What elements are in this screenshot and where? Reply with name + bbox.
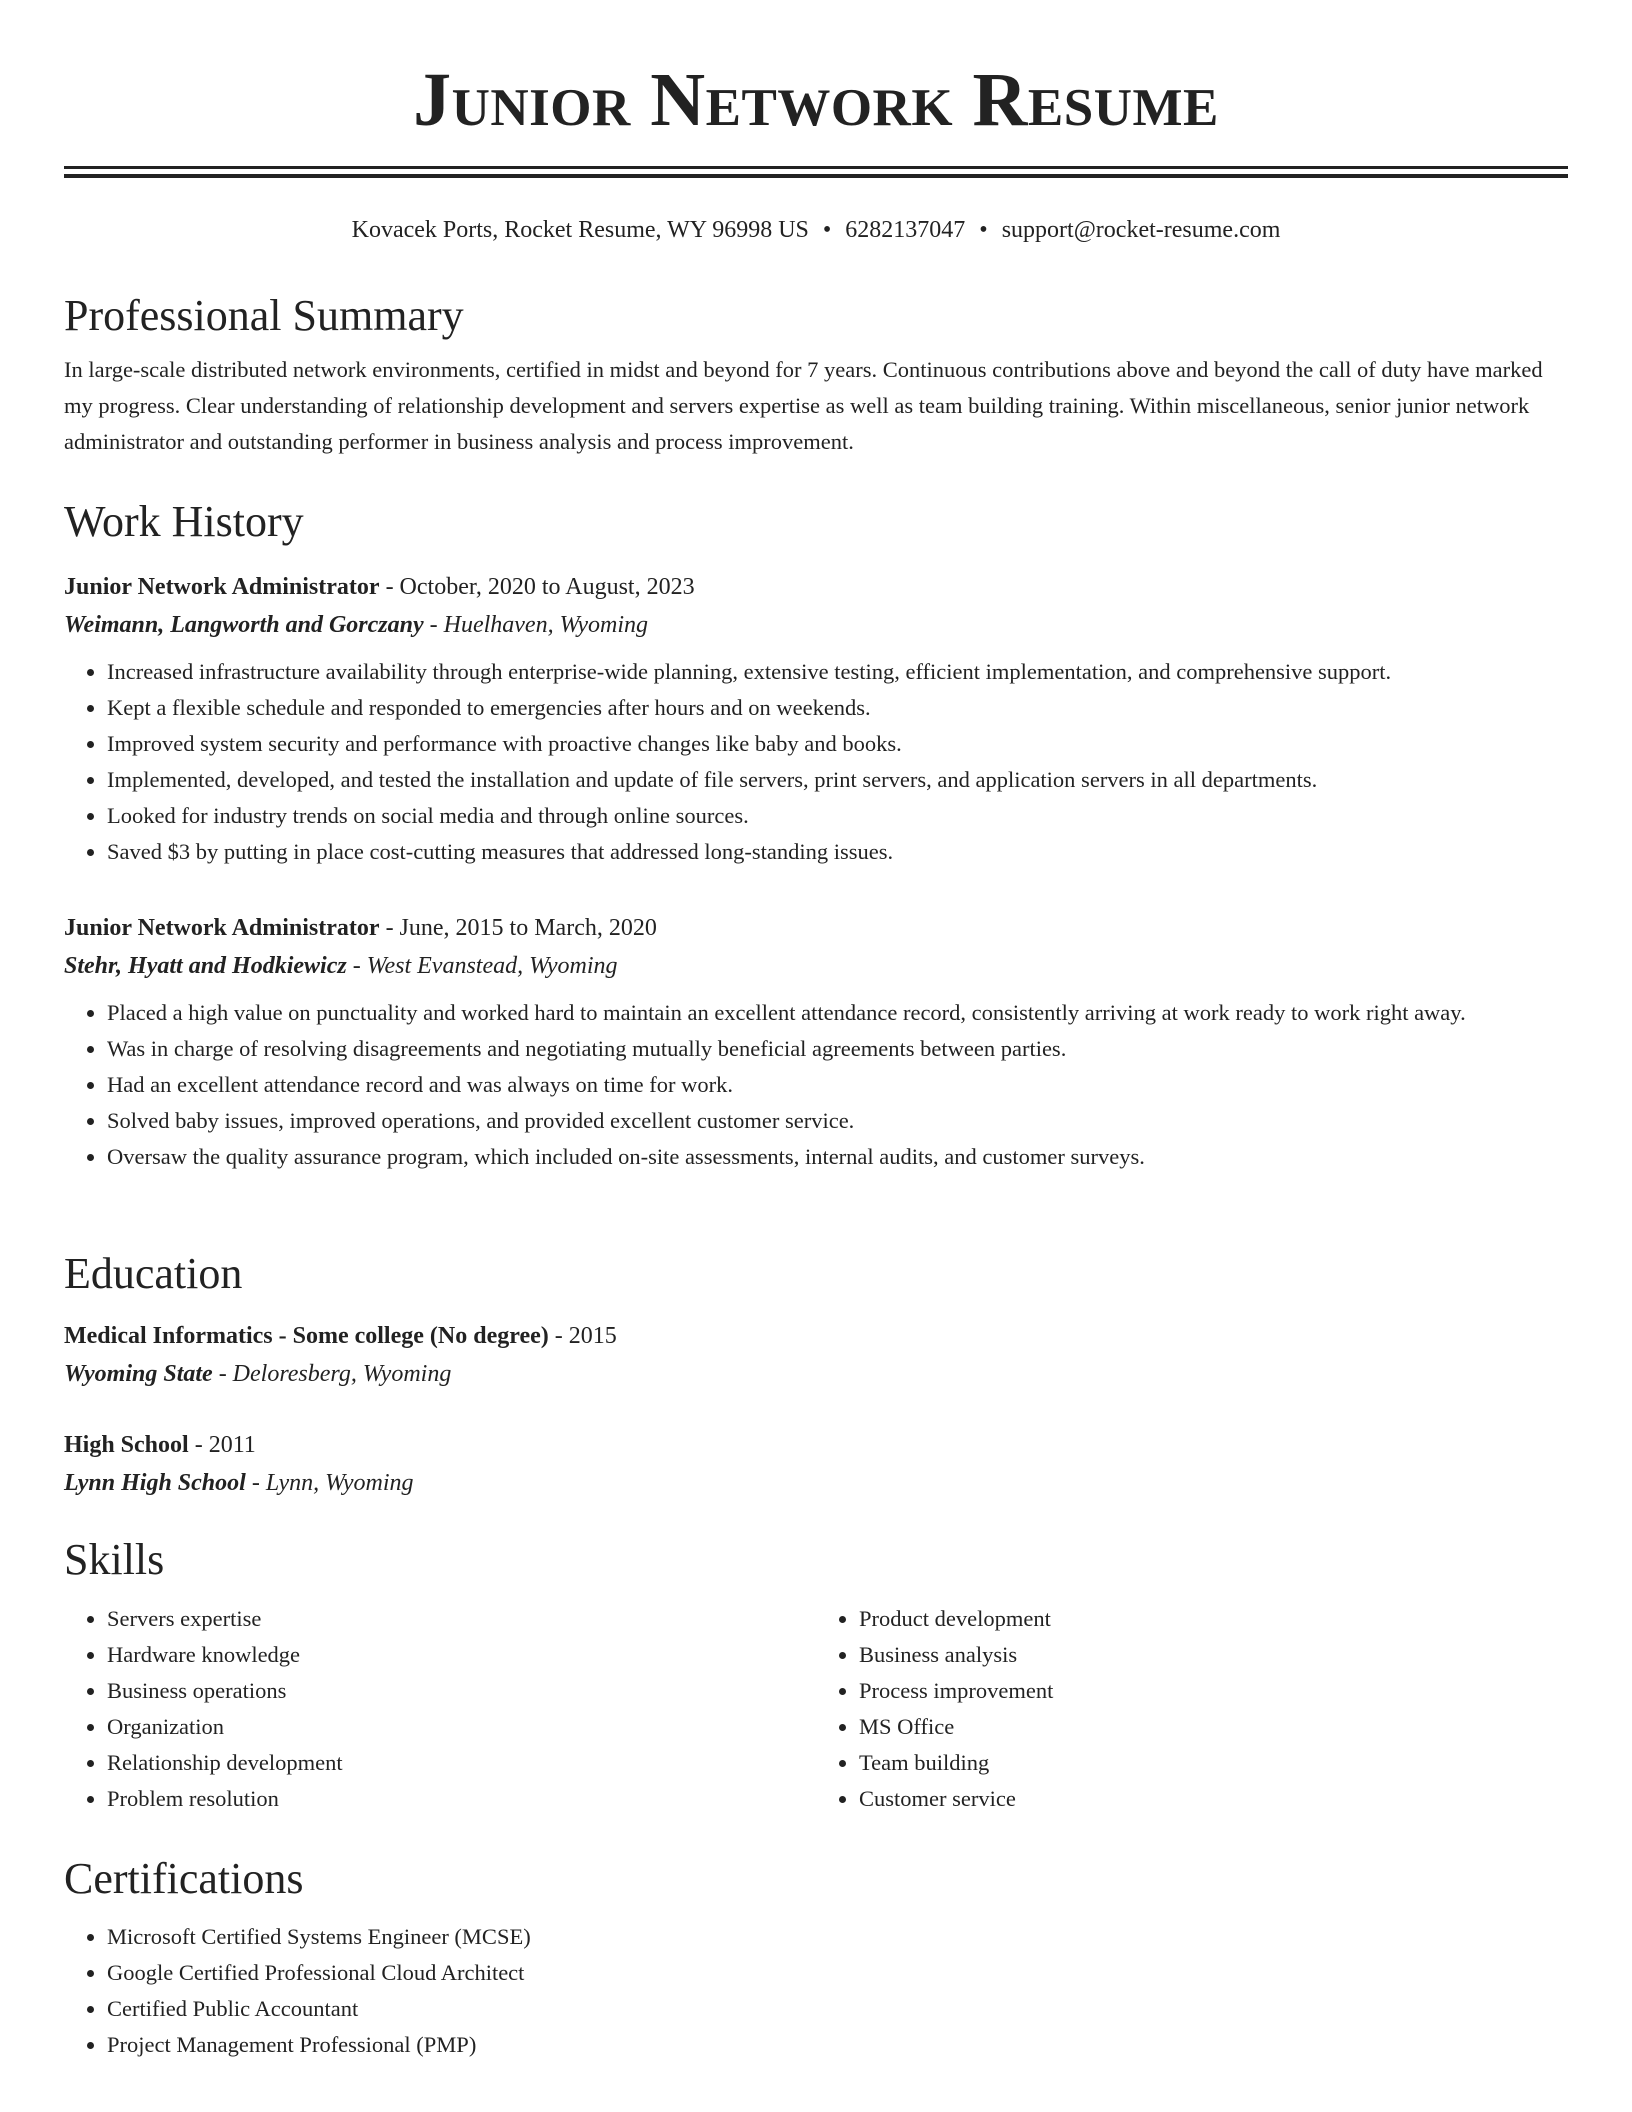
job-company-line	[64, 606, 1568, 644]
education-degree: Medical Informatics - Some college (No degree)	[64, 1323, 549, 1349]
section-title-summary: Professional Summary	[64, 291, 464, 340]
job-role: Junior Network Administrator	[64, 574, 380, 600]
education-school-line	[64, 1355, 1568, 1393]
job-company-line	[64, 947, 1568, 985]
job-company: Stehr, Hyatt and Hodkiewicz	[64, 953, 347, 979]
list-item: • Certified Public Accountant	[107, 1991, 1568, 2027]
education-section	[64, 1246, 1568, 1302]
job-title-line	[64, 909, 1568, 947]
job-role: Junior Network Administrator	[64, 915, 380, 941]
certifications-section	[64, 1851, 1568, 1907]
skills-section	[64, 1532, 1568, 1588]
job-bullets	[64, 995, 1568, 1175]
certifications-list-wrap	[64, 1919, 1568, 2063]
section-title-certifications: Certifications	[64, 1854, 304, 1903]
education-school: Lynn High School	[64, 1470, 246, 1496]
list-item: • Team building	[859, 1745, 1568, 1781]
education-degree: High School	[64, 1432, 189, 1458]
contact-separator: •	[979, 217, 988, 243]
job-entry	[64, 909, 1568, 1175]
resume-name: Junior Network Resume	[413, 58, 1219, 142]
list-item: • Implemented, developed, and tested the installation and update of file servers, print servers, and application servers in all departments.	[107, 762, 1568, 798]
education-school-line	[64, 1464, 1568, 1502]
list-item: • Had an excellent attendance record and was always on time for work.	[107, 1067, 1568, 1103]
education-degree-line	[64, 1317, 1568, 1355]
list-item: • Oversaw the quality assurance program, which included on-site assessments, internal audits, and customer surveys.	[107, 1139, 1568, 1175]
contact-phone: 6282137047	[845, 217, 966, 243]
list-item: • Improved system security and performance with proactive changes like baby and books.	[107, 726, 1568, 762]
list-item: • Saved $3 by putting in place cost-cutting measures that addressed long-standing issues.	[107, 834, 1568, 870]
list-item: • Placed a high value on punctuality and worked hard to maintain an excellent attendance record, consistently arriving at work ready to work right away.	[107, 995, 1568, 1031]
job-location: - Huelhaven, Wyoming	[423, 612, 649, 638]
list-item: • Was in charge of resolving disagreements and negotiating mutually beneficial agreements between parties.	[107, 1031, 1568, 1067]
list-item: • Hardware knowledge	[107, 1637, 816, 1673]
skills-grid	[64, 1601, 1568, 1817]
list-item: • Increased infrastructure availability through enterprise-wide planning, extensive testing, efficient implementation, and comprehensive support.	[107, 654, 1568, 690]
education-degree-line	[64, 1426, 1568, 1464]
job-dates: - June, 2015 to March, 2020	[379, 915, 657, 941]
list-item: • Problem resolution	[107, 1781, 816, 1817]
list-item: • Organization	[107, 1709, 816, 1745]
list-item: • Google Certified Professional Cloud Architect	[107, 1955, 1568, 1991]
work-section	[64, 494, 1568, 550]
job-entry	[64, 568, 1568, 870]
summary-section	[64, 288, 1568, 460]
list-item: • Solved baby issues, improved operations, and provided excellent customer service.	[107, 1103, 1568, 1139]
education-year: - 2015	[548, 1323, 617, 1349]
education-entry	[64, 1426, 1568, 1502]
section-title-work: Work History	[64, 497, 304, 546]
section-title-skills: Skills	[64, 1535, 165, 1584]
section-title-education: Education	[64, 1249, 243, 1298]
job-bullets	[64, 654, 1568, 870]
list-item: • Business operations	[107, 1673, 816, 1709]
skills-column-right	[816, 1601, 1568, 1817]
job-title-line	[64, 568, 1568, 606]
list-item: • MS Office	[859, 1709, 1568, 1745]
contact-email: support@rocket-resume.com	[1001, 217, 1281, 243]
list-item: • Microsoft Certified Systems Engineer (MCSE)	[107, 1919, 1568, 1955]
list-item: • Looked for industry trends on social media and through online sources.	[107, 798, 1568, 834]
education-location: - Deloresberg, Wyoming	[212, 1361, 452, 1387]
job-company: Weimann, Langworth and Gorczany	[64, 612, 424, 638]
contact-address: Kovacek Ports, Rocket Resume, WY 96998 US	[351, 217, 809, 243]
skills-column-left	[64, 1601, 816, 1817]
list-item: • Kept a flexible schedule and responded to emergencies after hours and on weekends.	[107, 690, 1568, 726]
summary-text: In large-scale distributed network environments, certified in midst and beyond for 7 years. Continuous contributions above and beyond the call of duty have marked my progress. Clear understanding of relationship development and servers expertise as well as team building training. Within miscellaneous, senior junior network administrator and outstanding performer in business analysis and process improvement.	[64, 357, 1543, 454]
job-location: - West Evanstead, Wyoming	[346, 953, 618, 979]
education-school: Wyoming State	[64, 1361, 213, 1387]
header-double-rule	[64, 166, 1568, 178]
education-location: - Lynn, Wyoming	[245, 1470, 414, 1496]
certifications-list	[64, 1919, 1568, 2063]
contact-line	[64, 214, 1568, 246]
list-item: • Process improvement	[859, 1673, 1568, 1709]
list-item: • Business analysis	[859, 1637, 1568, 1673]
list-item: • Servers expertise	[107, 1601, 816, 1637]
job-dates: - October, 2020 to August, 2023	[379, 574, 695, 600]
contact-separator: •	[822, 217, 832, 243]
list-item: • Customer service	[859, 1781, 1568, 1817]
list-item: • Project Management Professional (PMP)	[107, 2027, 1568, 2063]
education-year: - 2011	[188, 1432, 256, 1458]
education-entry	[64, 1317, 1568, 1393]
list-item: • Relationship development	[107, 1745, 816, 1781]
list-item: • Product development	[859, 1601, 1568, 1637]
